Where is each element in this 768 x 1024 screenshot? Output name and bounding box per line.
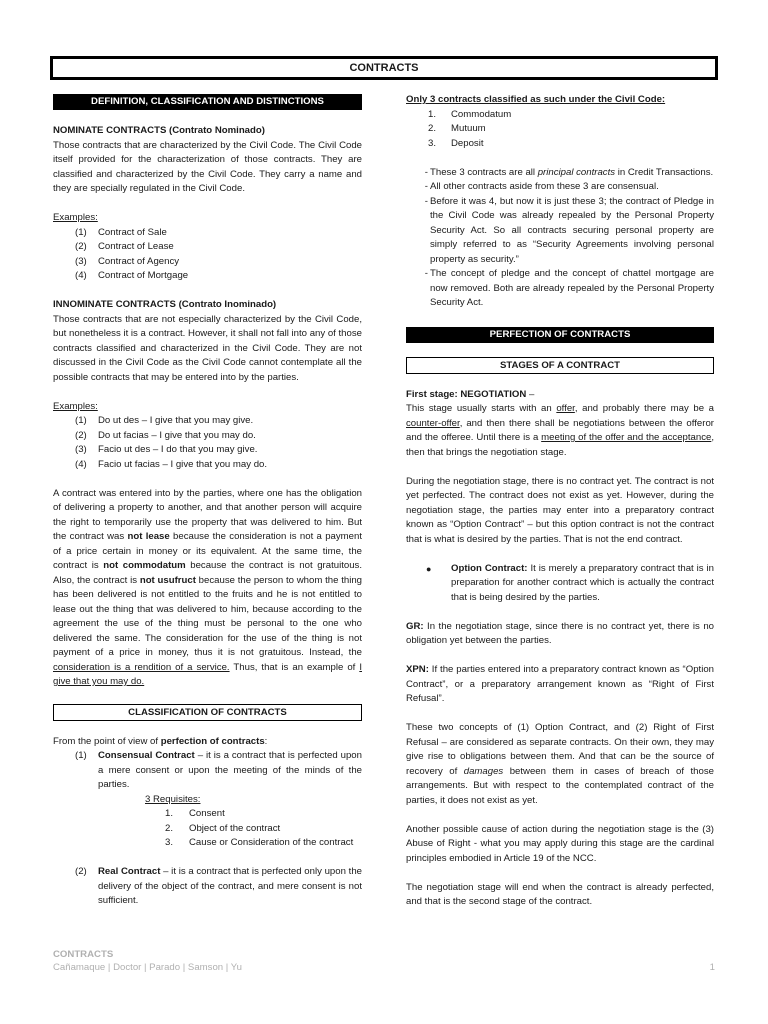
right-column <box>406 94 714 910</box>
list-item: - All other contracts aside from these 3 are consensual. <box>424 181 659 192</box>
xpn-paragraph: XPN: If the parties entered into a preparatory contract known as “Option Contract”, or a preparatory arrangement known as “Right of First Refusal”. <box>406 664 714 704</box>
requisites-label: 3 Requisites: <box>145 793 201 805</box>
nominate-examples-list <box>53 226 362 284</box>
list-item: (1) Contract of Sale <box>75 226 167 238</box>
list-item: (4) Contract of Mortgage <box>75 270 189 281</box>
first-stage-label: First stage: NEGOTIATION – <box>406 388 535 400</box>
nominate-body: Those contracts that are characterized by the Civil Code. The Civil Code itself provided for the characterization of those contracts. They are classified and characterized by the Civil Code. They carry a name and they are specially regulated in the Civil Code. <box>53 139 362 194</box>
innominate-body: Those contracts that are not especially characterized by the Civil Code, but nonetheless it is a contract. However, it shall not fall into any of those contracts classified and characterized in the Civil Code. They are not discussed in the Civil Code as the Civil Code cannot contemplate all the possible contracts that may be entered into by the parties. <box>53 313 362 383</box>
two-concepts-paragraph: These two concepts of (1) Option Contract, and (2) Right of First Refusal – are considered as separate contracts. On their own, they may give rise to obligations between them. And that can be the source of recovery of damages between them in cases of breach of those arrangements. But with respect to the contemplated contract of the parties, it does not exist as yet. <box>406 722 714 806</box>
list-item: - These 3 contracts are all principal contracts in Credit Transactions. <box>424 166 714 178</box>
list-item: 2. Mutuum <box>428 123 486 134</box>
only3-heading: Only 3 contracts classified as such under the Civil Code: <box>406 94 666 105</box>
requisites-block <box>53 793 362 851</box>
list-item: - The concept of pledge and the concept of chattel mortgage are now removed. Both are already repealed by the Personal Property Security Act. <box>424 268 714 308</box>
abuse-of-right-paragraph: Another possible cause of action during the negotiation stage is the (3) Abuse of Right - what you may apply during this stage are the cardinal principles embodied in Article 19 of the NCC. <box>406 823 714 864</box>
list-item: 1. Commodatum <box>428 108 512 120</box>
perfection-intro: From the point of view of perfection of contracts: <box>53 735 268 747</box>
list-item: (3) Contract of Agency <box>75 255 180 267</box>
notes-list <box>406 166 714 311</box>
page-footer <box>53 948 715 975</box>
footer-authors: Cañamaque | Doctor | Parado | Samson | Yu <box>53 962 242 973</box>
list-item: 3. Deposit <box>428 137 484 149</box>
during-paragraph: During the negotiation stage, there is no contract yet. The contract is not yet perfected. The contract does not exist as yet. However, during the negotiation stage, the parties may enter into a preparatory contract known as “Option Contract” – but this option contract is not the contract that is what is desired by the parties. That is not the end contract. <box>406 475 714 545</box>
negotiation-end-paragraph: The negotiation stage will end when the contract is already perfected, and that is the second stage of the contract. <box>406 881 714 907</box>
footer-title: CONTRACTS <box>53 949 114 960</box>
innominate-heading: INNOMINATE CONTRACTS (Contrato Inominado) <box>53 299 277 310</box>
list-item: - Before it was 4, but now it is just these 3; the contract of Pledge in the Civil Code was already repealed by the Personal Property Security Act. So all contracts securing personal property are simply referred to as “Security Agreements involving personal property as security.” <box>424 195 714 265</box>
list-item: (2) Contract of Lease <box>75 241 174 252</box>
gr-paragraph: GR: In the negotiation stage, since there is no contract yet, there is no obligation yet between the parties. <box>406 620 714 646</box>
left-column <box>53 94 362 909</box>
list-item: 3. Cause or Consideration of the contract <box>165 837 354 848</box>
page-title: CONTRACTS <box>50 56 718 80</box>
innominate-examples-label: Examples: <box>53 400 98 412</box>
nominate-examples-label: Examples: <box>53 212 98 223</box>
list-item: 2. Object of the contract <box>165 822 281 834</box>
list-item: (4) Facio ut facias – I give that you may do. <box>75 458 268 470</box>
real-contract-item: (2) Real Contract – it is a contract that is perfected only upon the delivery of the object of the contract, and mere consent is not sufficient. <box>75 866 362 906</box>
section-header-classification: CLASSIFICATION OF CONTRACTS <box>53 704 362 721</box>
section-header-perfection: PERFECTION OF CONTRACTS <box>406 327 714 343</box>
innominate-examples-list <box>53 414 362 472</box>
option-contract-bullet: ● Option Contract: It is merely a preparatory contract that is in preparation for another contract which is actually the contract that is being desired by the parties. <box>426 562 714 603</box>
requisites-list <box>145 807 362 851</box>
section-header-stages: STAGES OF A CONTRACT <box>406 357 714 374</box>
example-paragraph: A contract was entered into by the parties, where one has the obligation of delivering a property to another, and that another person will acquire the right to temporarily use the property that was delivered to him. But the contract was not lease because the consideration is not a payment of a price certain in money or its equivalent. At the same time, the contract is not commodatum because the contract is not gratuitous. Also, the contract is not usufruct because the person to whom the thing has been delivered is not entitled to the fruits and he is not entitled to lease out the thing that was delivered to him, because according to the agreement the use of the thing must be personal to the one who delivered the same. The consideration for the use of the thing is not payment of a price in money, thus it is not gratuitous. Instead, the consideration is a rendition of a service. Thus, that is an example of I give that you may do. <box>53 487 362 687</box>
list-item: (2) Do ut facias – I give that you may do. <box>75 429 256 441</box>
only3-list <box>406 108 714 152</box>
list-item: 1. Consent <box>165 808 225 819</box>
section-header-definition: DEFINITION, CLASSIFICATION AND DISTINCTIONS <box>53 94 362 110</box>
list-item: (1) Do ut des – I give that you may give. <box>75 415 254 426</box>
consensual-contract-item: (1) Consensual Contract – it is a contract that is perfected upon a mere consent or upon the meeting of the minds of the parties. <box>75 750 362 790</box>
list-item: (3) Facio ut des – I do that you may give. <box>75 444 258 455</box>
page-number: 1 <box>709 962 715 973</box>
first-stage-body: This stage usually starts with an offer, and probably there may be a counter-offer, and then there shall be negotiations between the offeror and the offeree. Until there is a meeting of the offer and the acceptance, then that brings the negotiation stage. <box>406 403 715 458</box>
nominate-heading: NOMINATE CONTRACTS (Contrato Nominado) <box>53 125 265 136</box>
